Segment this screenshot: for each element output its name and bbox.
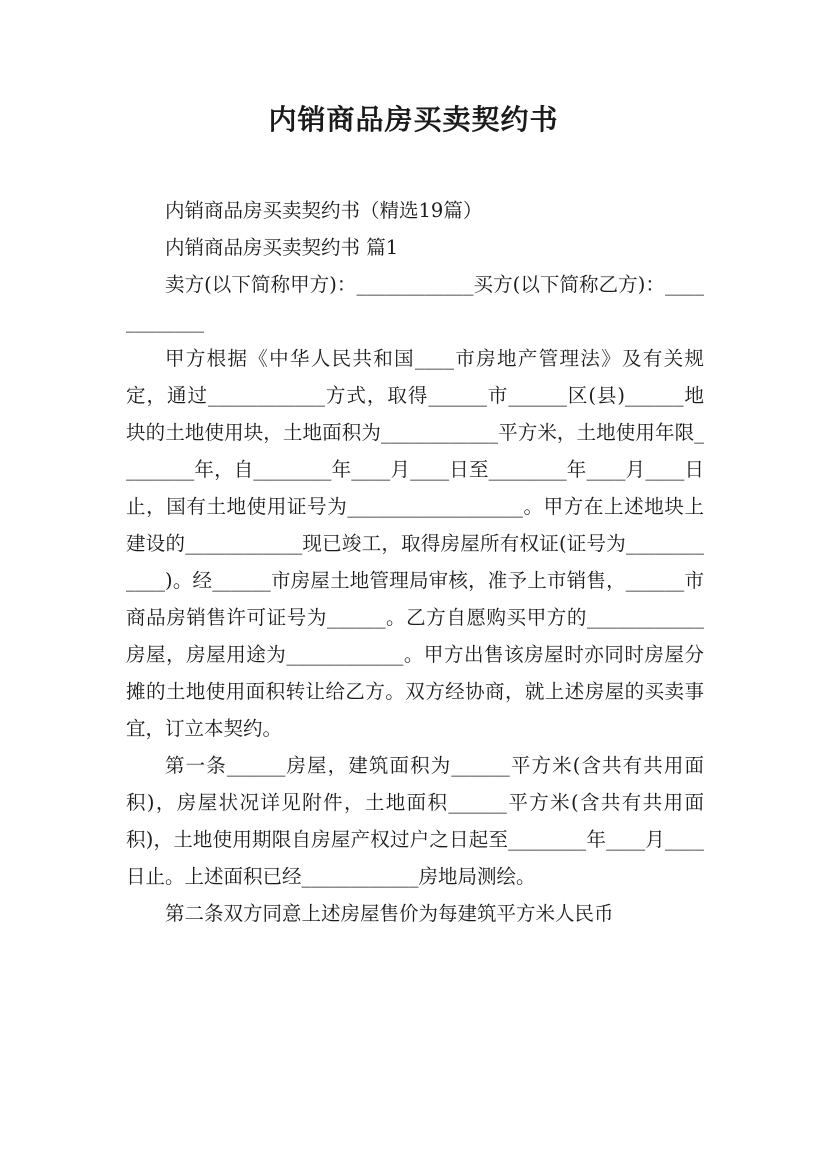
paragraph-section-heading: 内销商品房买卖契约书 篇1 bbox=[165, 236, 399, 259]
paragraph-preamble: 甲方根据《中华人民共和国____市房地产管理法》及有关规定，通过____________方式，取得______市______区(县)______地块的土地使用块，土地面积为____________平方米，土地使用年限________年，自________年____月____日至________年____月____日止，国有土地使用证号为__________________。甲方在上述地块上建设的____________现已竣工，取得房屋所有权证(证号为____________)。经______市房屋土地管理局审核，准予上市销售，______市商品房销售许可证号为______。乙方自愿购买甲方的____________房屋，房屋用途为____________。甲方出售该房屋时亦同时房屋分摊的土地使用面积转让给乙方。双方经协商，就上述房屋的买卖事宜，订立本契约。 bbox=[126, 347, 704, 740]
document-title: 内销商品房买卖契约书 bbox=[268, 103, 559, 136]
paragraph-subtitle: 内销商品房买卖契约书（精选19篇） bbox=[165, 199, 483, 222]
paragraph-parties: 卖方(以下简称甲方)：____________买方(以下简称乙方)：____________ bbox=[126, 273, 704, 333]
paragraph-article-1: 第一条______房屋，建筑面积为______平方米(含共有共用面积)，房屋状况详见附件，土地面积______平方米(含共有共用面积)，土地使用期限自房屋产权过户之日起至________年____月____日止。上述面积已经____________房地局测绘。 bbox=[126, 754, 704, 888]
document-body bbox=[126, 192, 704, 932]
paragraph-article-2: 第二条双方同意上述房屋售价为每建筑平方米人民币 bbox=[165, 902, 614, 925]
